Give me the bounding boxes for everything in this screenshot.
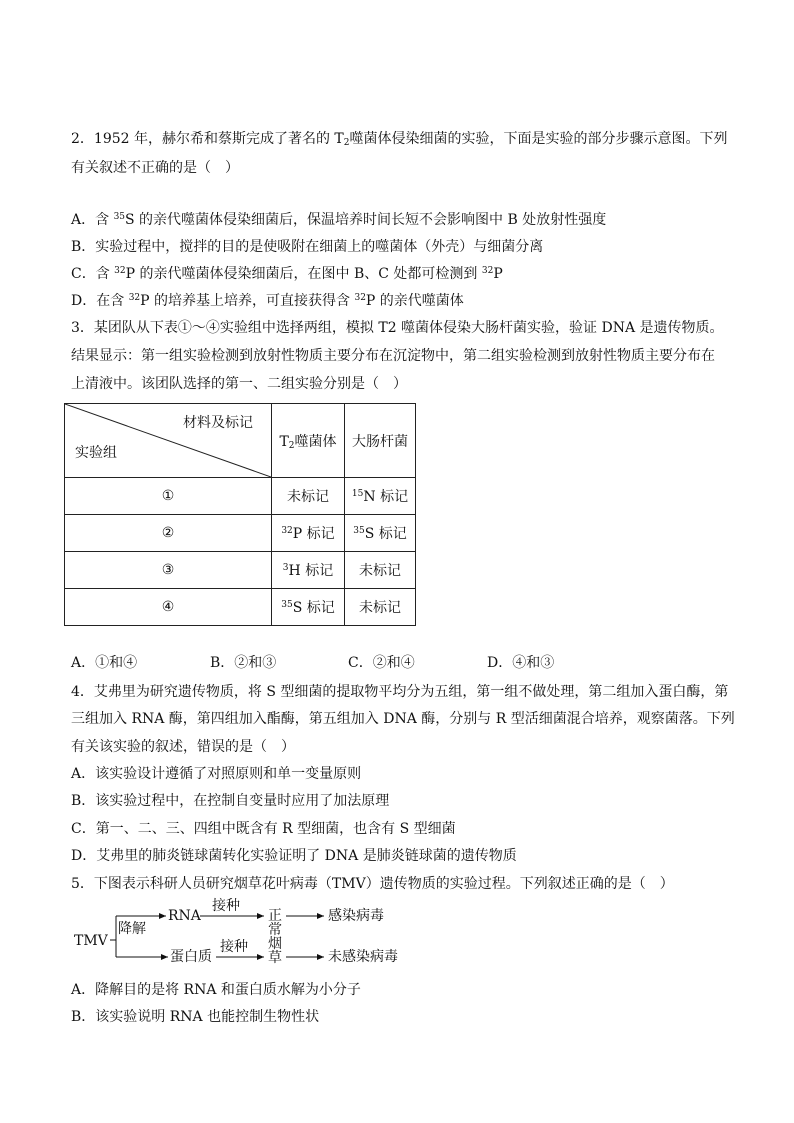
protein-label: 蛋白质 (170, 949, 212, 965)
tobacco-char-2: 常 (268, 922, 282, 938)
inoculate-label-2: 接种 (220, 939, 248, 955)
tobacco-char-3: 烟 (268, 936, 282, 952)
q4-option-b: B．该实验过程中，在控制自变量时应用了加法原理 (71, 793, 390, 809)
degrade-label: 降解 (118, 921, 146, 937)
q3-stem-line1: 3．某团队从下表①～④实验组中选择两组，模拟 T2 噬菌体侵染大肠杆菌实验，验证 DNA 是遗传物质。 (71, 320, 724, 336)
q3-option-b: B．②和③ (210, 655, 277, 671)
group-cell: ② (65, 515, 272, 552)
table-row (65, 515, 416, 552)
q2-stem-line2: 有关叙述不正确的是（ ） (71, 160, 239, 176)
group-cell: ③ (65, 552, 272, 589)
q4-stem-line1: 4．艾弗里为研究遗传物质，将 S 型细菌的提取物平均分为五组，第一组不做处理，第二组加入蛋白酶，第 (71, 684, 729, 700)
q4-stem-line3: 有关该实验的叙述，错误的是（ ） (71, 739, 295, 755)
group-cell: ④ (65, 589, 272, 626)
q3-stem-line3: 上清液中。该团队选择的第一、二组实验分别是（ ） (71, 376, 407, 392)
table-diagonal-header (65, 404, 272, 478)
q5-option-b: B．该实验说明 RNA 也能控制生物性状 (71, 1009, 320, 1025)
phage-cell: $^{32}$P 标记 (272, 515, 345, 552)
result-not-infected: 未感染病毒 (328, 949, 398, 965)
q5-stem: 5．下图表示科研人员研究烟草花叶病毒（TMV）遗传物质的实验过程。下列叙述正确的是（ ） (71, 876, 674, 892)
phage-cell: 未标记 (272, 478, 345, 515)
header-phage: $T_2$噬菌体 (272, 404, 345, 478)
experiment-table (64, 403, 416, 626)
table-row (65, 478, 416, 515)
q4-option-d: D．艾弗里的肺炎链球菌转化实验证明了 DNA 是肺炎链球菌的遗传物质 (71, 848, 517, 864)
q5-option-a: A．降解目的是将 RNA 和蛋白质水解为小分子 (71, 982, 361, 998)
tobacco-char-4: 草 (268, 950, 282, 966)
phage-cell: $^{35}$S 标记 (272, 589, 345, 626)
q2-option-d: D．在含 $^{32}$P 的培养基上培养，可直接获得含 $^{32}$P 的亲代噬菌体 (71, 293, 464, 309)
q3-option-c: C．②和④ (348, 655, 415, 671)
ecoli-cell: $^{15}$N 标记 (345, 478, 416, 515)
ecoli-cell: 未标记 (345, 552, 416, 589)
phage-cell: $^3$H 标记 (272, 552, 345, 589)
table-row (65, 589, 416, 626)
q3-option-d: D．④和③ (487, 655, 555, 671)
q2-stem-line1: 2．1952 年，赫尔希和蔡斯完成了著名的 $T_2$噬菌体侵染细菌的实验，下面是实验的部分步骤示意图。下列 (71, 131, 728, 148)
tobacco-char-1: 正 (268, 908, 282, 924)
header-group-label: 实验组 (75, 445, 117, 461)
q3-option-a: A．①和④ (71, 655, 138, 671)
result-infected: 感染病毒 (328, 908, 384, 924)
table-row (65, 552, 416, 589)
q3-stem-line2: 结果显示：第一组实验检测到放射性物质主要分布在沉淀物中，第二组实验检测到放射性物质主要分布在 (71, 348, 715, 364)
q4-option-a: A．该实验设计遵循了对照原则和单一变量原则 (71, 766, 362, 782)
tmv-label: TMV (74, 933, 108, 949)
inoculate-label-1: 接种 (212, 898, 240, 914)
tmv-experiment-diagram (74, 898, 414, 974)
group-cell: ① (65, 478, 272, 515)
ecoli-cell: 未标记 (345, 589, 416, 626)
ecoli-cell: $^{35}$S 标记 (345, 515, 416, 552)
q2-option-b: B．实验过程中，搅拌的目的是使吸附在细菌上的噬菌体（外壳）与细菌分离 (71, 239, 544, 255)
q2-option-c: C．含 $^{32}$P 的亲代噬菌体侵染细菌后，在图中 B、C 处都可检测到 $^{32}$P (71, 266, 503, 282)
header-ecoli: 大肠杆菌 (345, 404, 416, 478)
q4-option-c: C．第一、二、三、四组中既含有 R 型细菌，也含有 S 型细菌 (71, 821, 456, 837)
header-materials-label: 材料及标记 (183, 415, 253, 431)
rna-label: RNA (168, 908, 201, 924)
q4-stem-line2: 三组加入 RNA 酶，第四组加入酯酶，第五组加入 DNA 酶，分别与 R 型活细菌混合培养，观察菌落。下列 (71, 711, 735, 727)
q2-option-a: A．含 $^{35}$S 的亲代噬菌体侵染细菌后，保温培养时间长短不会影响图中 B 处放射性强度 (71, 212, 607, 228)
